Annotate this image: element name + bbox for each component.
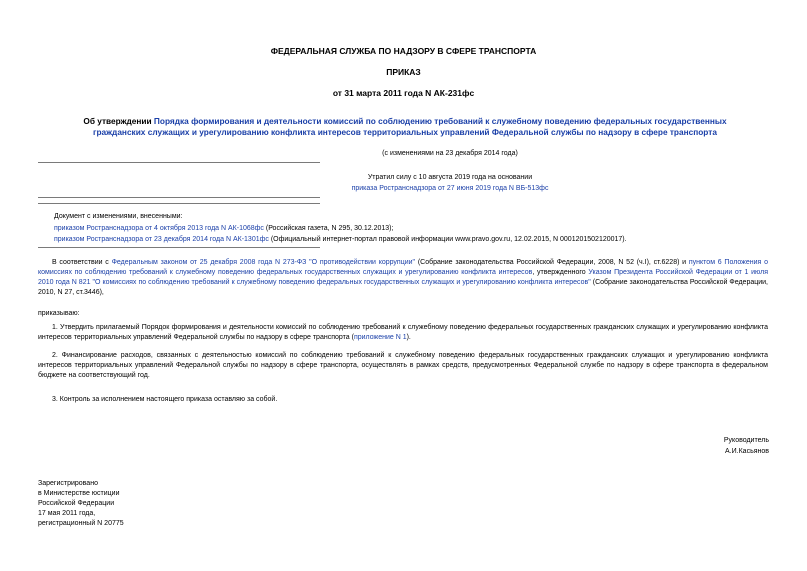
appendix-1-link[interactable]: приложение N 1	[353, 334, 407, 341]
preamble-paragraph	[38, 258, 768, 298]
registration-line: 17 мая 2011 года,	[38, 510, 96, 517]
regulation-clause-link[interactable]: пунктом 6 Положения о комиссиях по соблюдению требований к служебному поведению федеральных государственных служащих и урегулированию конфликта интересов	[38, 259, 768, 276]
divider	[38, 247, 320, 248]
change-order-link-1[interactable]: приказом Ространснадзора от 4 октября 2013 года N АК-1068фс	[54, 225, 264, 232]
expired-notice: Утратил силу с 10 августа 2019 года на основании	[367, 174, 533, 181]
change-source-2: (Официальный интернет-портал правовой информации www.pravo.gov.ru, 12.02.2015, N 0001201502120017).	[268, 236, 627, 243]
order-item-3: 3. Контроль за исполнением настоящего приказа оставляю за собой.	[52, 396, 278, 403]
changes-intro: Документ с изменениями, внесенными:	[54, 213, 183, 220]
order-item-1-end: ).	[406, 334, 411, 341]
changes-item	[54, 224, 393, 234]
divider	[38, 203, 320, 204]
registration-line: Зарегистрировано	[38, 480, 98, 487]
title-prefix: Об утверждении	[83, 116, 154, 126]
amendment-note: (с изменениями на 23 декабря 2014 года)	[382, 150, 518, 157]
agency-name: ФЕДЕРАЛЬНАЯ СЛУЖБА ПО НАДЗОРУ В СФЕРЕ ТРАНСПОРТА	[270, 46, 537, 56]
preamble-text: (Собрание законодательства Российской Федерации, 2008, N 52 (ч.I), ст.6228) и	[415, 259, 689, 266]
title-link-line1[interactable]: Порядка формирования и деятельности комиссий по соблюдению требований к служебному поведению федеральных государственных	[153, 116, 727, 126]
document-title	[60, 116, 750, 138]
document-date-number: от 31 марта 2011 года N АК-231фс	[332, 88, 475, 98]
preamble-text: В соответствии с	[52, 259, 112, 266]
change-order-link-2[interactable]: приказом Ространснадзора от 23 декабря 2014 года N АК-1301фс	[54, 236, 269, 243]
divider	[38, 162, 320, 163]
presidential-decree-link[interactable]: Указом Президента Российской Федерации от 1 июля 2010 года N 821 "О комиссиях по соблюдению требований к служебному поведению федеральных государственных служащих и урегулированию конфликта интересов"	[38, 269, 769, 286]
order-word: приказываю:	[38, 310, 80, 317]
document-type: ПРИКАЗ	[386, 67, 421, 77]
federal-law-link[interactable]: Федеральным законом от 25 декабря 2008 года N 273-ФЗ "О противодействии коррупции"	[111, 259, 416, 266]
expired-order-link[interactable]: приказа Ространснадзора от 27 июня 2019 года N ВБ-513фс	[351, 185, 549, 192]
order-item-1-text: 1. Утвердить прилагаемый Порядок формирования и деятельности комиссий по соблюдению требований к служебному поведению федеральных государственных гражданских служащих и урегулированию конфликта интересов территориальных управлений Федеральной службы по надзору в сфере транспорта (	[38, 324, 768, 341]
signatory-name: А.И.Касьянов	[725, 448, 769, 455]
registration-block	[38, 479, 124, 529]
changes-item	[54, 235, 627, 245]
signatory-role: Руководитель	[723, 437, 769, 444]
preamble-text: (Собрание законодательства Российской Федерации, 2010, N 27, ст.3446),	[38, 279, 769, 296]
registration-line: Российской Федерации	[38, 500, 115, 507]
order-item-2: 2. Финансирование расходов, связанных с деятельностью комиссий по соблюдению требований к служебному поведению федеральных государственных гражданских служащих и урегулированию конфликта интересов территориальных управлений Федеральной службы по надзору в сфере транспорта, осуществлять в рамках средств, предусмотренных Федеральной службе по надзору в сфере транспорта в федеральном бюджете на соответствующий год.	[38, 352, 768, 379]
registration-line: в Министерстве юстиции	[38, 490, 120, 497]
preamble-text: , утвержденного	[532, 269, 589, 276]
title-link-line2[interactable]: гражданских служащих и урегулированию конфликта интересов территориальных управлений Федеральной службы по надзору в сфере транспорта	[93, 127, 717, 137]
divider	[38, 197, 320, 198]
change-source-1: (Российская газета, N 295, 30.12.2013);	[263, 225, 394, 232]
registration-line: регистрационный N 20775	[38, 520, 124, 527]
order-item-1	[38, 323, 768, 343]
